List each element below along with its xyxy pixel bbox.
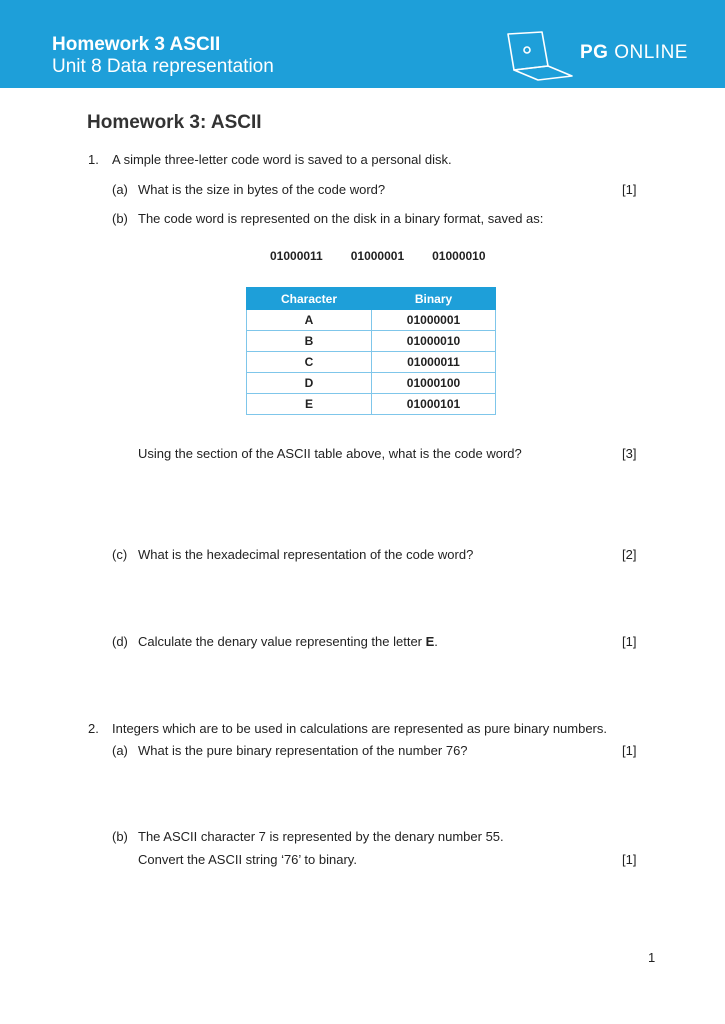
q1d-text bbox=[138, 634, 438, 650]
q1-text: A simple three-letter code word is saved to a personal disk. bbox=[112, 152, 452, 167]
table-row bbox=[247, 352, 496, 373]
q1c-text: What is the hexadecimal representation of the code word? bbox=[138, 547, 474, 562]
q1d-marks: [1] bbox=[622, 634, 637, 649]
q1b-text: The code word is represented on the disk in a binary format, saved as: bbox=[138, 211, 544, 226]
table-header-binary: Binary bbox=[372, 288, 496, 310]
table-cell-character: C bbox=[247, 352, 372, 373]
q1b-followup-text: Using the section of the ASCII table above, what is the code word? bbox=[138, 446, 522, 461]
table-cell-binary: 01000010 bbox=[372, 331, 496, 352]
table-header-row bbox=[247, 288, 496, 310]
q1c-marks: [2] bbox=[622, 547, 637, 562]
q2a-text: What is the pure binary representation of the number 76? bbox=[138, 743, 468, 758]
q2a-marks: [1] bbox=[622, 743, 637, 758]
table-row bbox=[247, 394, 496, 415]
q1a-marks: [1] bbox=[622, 182, 637, 197]
q1a-text: What is the size in bytes of the code word? bbox=[138, 182, 386, 197]
q1-number: 1. bbox=[88, 152, 99, 167]
q2b-marks: [1] bbox=[622, 852, 637, 867]
banner-title: Homework 3 ASCII bbox=[52, 34, 221, 55]
q1d-text-end: . bbox=[434, 634, 438, 649]
table-cell-character: B bbox=[247, 331, 372, 352]
table-cell-character: E bbox=[247, 394, 372, 415]
q1d-bold-letter: E bbox=[425, 634, 435, 649]
q2b-label: (b) bbox=[112, 829, 128, 844]
q2-text: Integers which are to be used in calculations are represented as pure binary numbers. bbox=[112, 721, 608, 736]
header-banner bbox=[0, 0, 725, 88]
logo-online: ONLINE bbox=[614, 42, 688, 63]
q2b-line1: The ASCII character 7 is represented by the denary number 55. bbox=[138, 829, 504, 844]
table-cell-character: D bbox=[247, 373, 372, 394]
page-heading: Homework 3: ASCII bbox=[87, 112, 262, 133]
table-cell-binary: 01000100 bbox=[372, 373, 496, 394]
logo-pg: PG bbox=[580, 42, 609, 63]
binary-code-line: 01000011 01000001 01000010 bbox=[270, 249, 486, 263]
q1b-label: (b) bbox=[112, 211, 128, 226]
table-row bbox=[247, 310, 496, 331]
table-cell-binary: 01000011 bbox=[372, 352, 496, 373]
table-cell-binary: 01000101 bbox=[372, 394, 496, 415]
pg-online-logo bbox=[502, 30, 692, 82]
q2a-label: (a) bbox=[112, 743, 128, 758]
q1d-label: (d) bbox=[112, 634, 128, 649]
q2-number: 2. bbox=[88, 721, 99, 736]
table-row bbox=[247, 373, 496, 394]
table-cell-binary: 01000001 bbox=[372, 310, 496, 331]
table-cell-character: A bbox=[247, 310, 372, 331]
table-row bbox=[247, 331, 496, 352]
q2b-line2: Convert the ASCII string ‘76’ to binary. bbox=[138, 852, 357, 867]
q1d-text-main: Calculate the denary value representing the letter bbox=[138, 634, 426, 649]
laptop-icon bbox=[502, 30, 578, 82]
q1a-label: (a) bbox=[112, 182, 128, 197]
q1c-label: (c) bbox=[112, 547, 128, 562]
q1b-marks: [3] bbox=[622, 446, 637, 461]
ascii-table bbox=[246, 287, 496, 415]
banner-subtitle: Unit 8 Data representation bbox=[52, 56, 274, 77]
table-header-character: Character bbox=[247, 288, 372, 310]
page-number: 1 bbox=[648, 950, 656, 965]
